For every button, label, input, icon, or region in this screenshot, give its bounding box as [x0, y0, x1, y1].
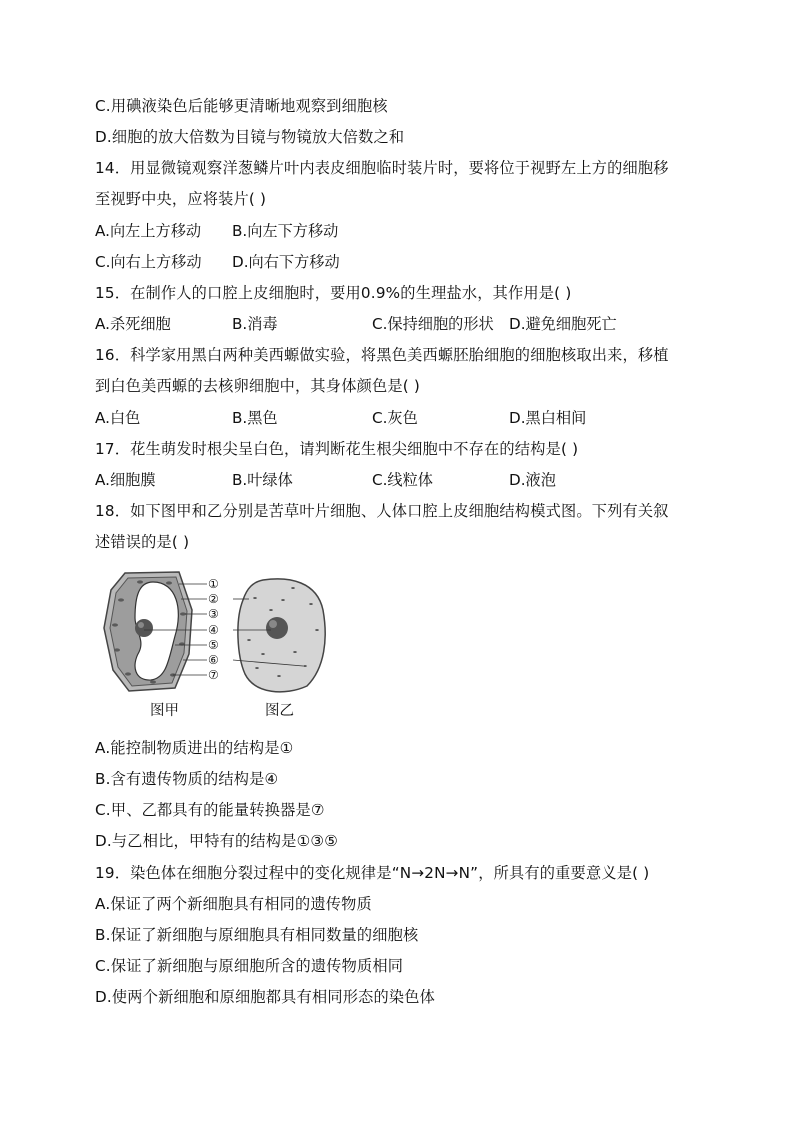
q18-option-a: A.能控制物质进出的结构是①	[95, 739, 294, 757]
q15-stem: 15．在制作人的口腔上皮细胞时，要用0.9%的生理盐水，其作用是( )	[95, 284, 572, 302]
q13-option-c: C.用碘液染色后能够更清晰地观察到细胞核	[95, 97, 388, 115]
q14-option-a: A.向左上方移动	[95, 222, 202, 240]
q14-option-c: C.向右上方移动	[95, 253, 202, 271]
caption-figure-a: 图甲	[150, 703, 179, 719]
q17-option-b: B.叶绿体	[232, 471, 293, 489]
caption-figure-b: 图乙	[265, 703, 294, 719]
cell-diagram-figure	[95, 570, 345, 720]
q15-option-d: D.避免细胞死亡	[509, 315, 617, 333]
q19-option-d: D.使两个新细胞和原细胞都具有相同形态的染色体	[95, 988, 436, 1006]
label-markers	[208, 577, 219, 682]
q15-option-b: B.消毒	[232, 315, 278, 333]
plant-cell	[104, 572, 192, 691]
q19-option-b: B.保证了新细胞与原细胞具有相同数量的细胞核	[95, 926, 419, 944]
q14-option-b: B.向左下方移动	[232, 222, 339, 240]
animal-cell-nucleus	[266, 617, 288, 639]
label-5: ⑤	[208, 638, 219, 652]
q18-option-c: C.甲、乙都具有的能量转换器是⑦	[95, 801, 325, 819]
q18-stem-line2: 述错误的是( )	[95, 533, 190, 551]
q19-option-a: A.保证了两个新细胞具有相同的遗传物质	[95, 895, 372, 913]
label-3: ③	[208, 607, 219, 621]
cell-diagram	[95, 570, 345, 700]
q16-stem-line1: 16．科学家用黑白两种美西螈做实验，将黑色美西螈胚胎细胞的细胞核取出来，移植	[95, 346, 669, 364]
q13-option-d: D.细胞的放大倍数为目镜与物镜放大倍数之和	[95, 128, 405, 146]
q15-option-c: C.保持细胞的形状	[372, 315, 494, 333]
q17-option-a: A.细胞膜	[95, 471, 156, 489]
q15-option-a: A.杀死细胞	[95, 315, 171, 333]
q17-option-c: C.线粒体	[372, 471, 433, 489]
q16-option-a: A.白色	[95, 409, 141, 427]
label-4: ④	[208, 623, 219, 637]
q14-stem-line1: 14．用显微镜观察洋葱鳞片叶内表皮细胞临时装片时，要将位于视野左上方的细胞移	[95, 159, 669, 177]
plant-cell-nucleus	[135, 619, 153, 637]
q14-stem-line2: 至视野中央，应将装片( )	[95, 190, 267, 208]
q16-option-d: D.黑白相间	[509, 409, 587, 427]
label-6: ⑥	[208, 653, 219, 667]
q19-option-c: C.保证了新细胞与原细胞所含的遗传物质相同	[95, 957, 404, 975]
label-2: ②	[208, 592, 219, 606]
q19-stem: 19．染色体在细胞分裂过程中的变化规律是“N→2N→N”，所具有的重要意义是( )	[95, 864, 650, 882]
q16-option-b: B.黑色	[232, 409, 278, 427]
label-1: ①	[208, 577, 219, 591]
q17-stem: 17．花生萌发时根尖呈白色，请判断花生根尖细胞中不存在的结构是( )	[95, 440, 579, 458]
q18-option-b: B.含有遗传物质的结构是④	[95, 770, 279, 788]
label-7: ⑦	[208, 668, 219, 682]
q16-stem-line2: 到白色美西螈的去核卵细胞中，其身体颜色是( )	[95, 377, 421, 395]
animal-cell	[238, 579, 325, 692]
q17-option-d: D.液泡	[509, 471, 556, 489]
q14-option-d: D.向右下方移动	[232, 253, 340, 271]
q18-option-d: D.与乙相比，甲特有的结构是①③⑤	[95, 832, 339, 850]
q16-option-c: C.灰色	[372, 409, 418, 427]
q18-stem-line1: 18．如下图甲和乙分别是苦草叶片细胞、人体口腔上皮细胞结构模式图。下列有关叙	[95, 502, 669, 520]
